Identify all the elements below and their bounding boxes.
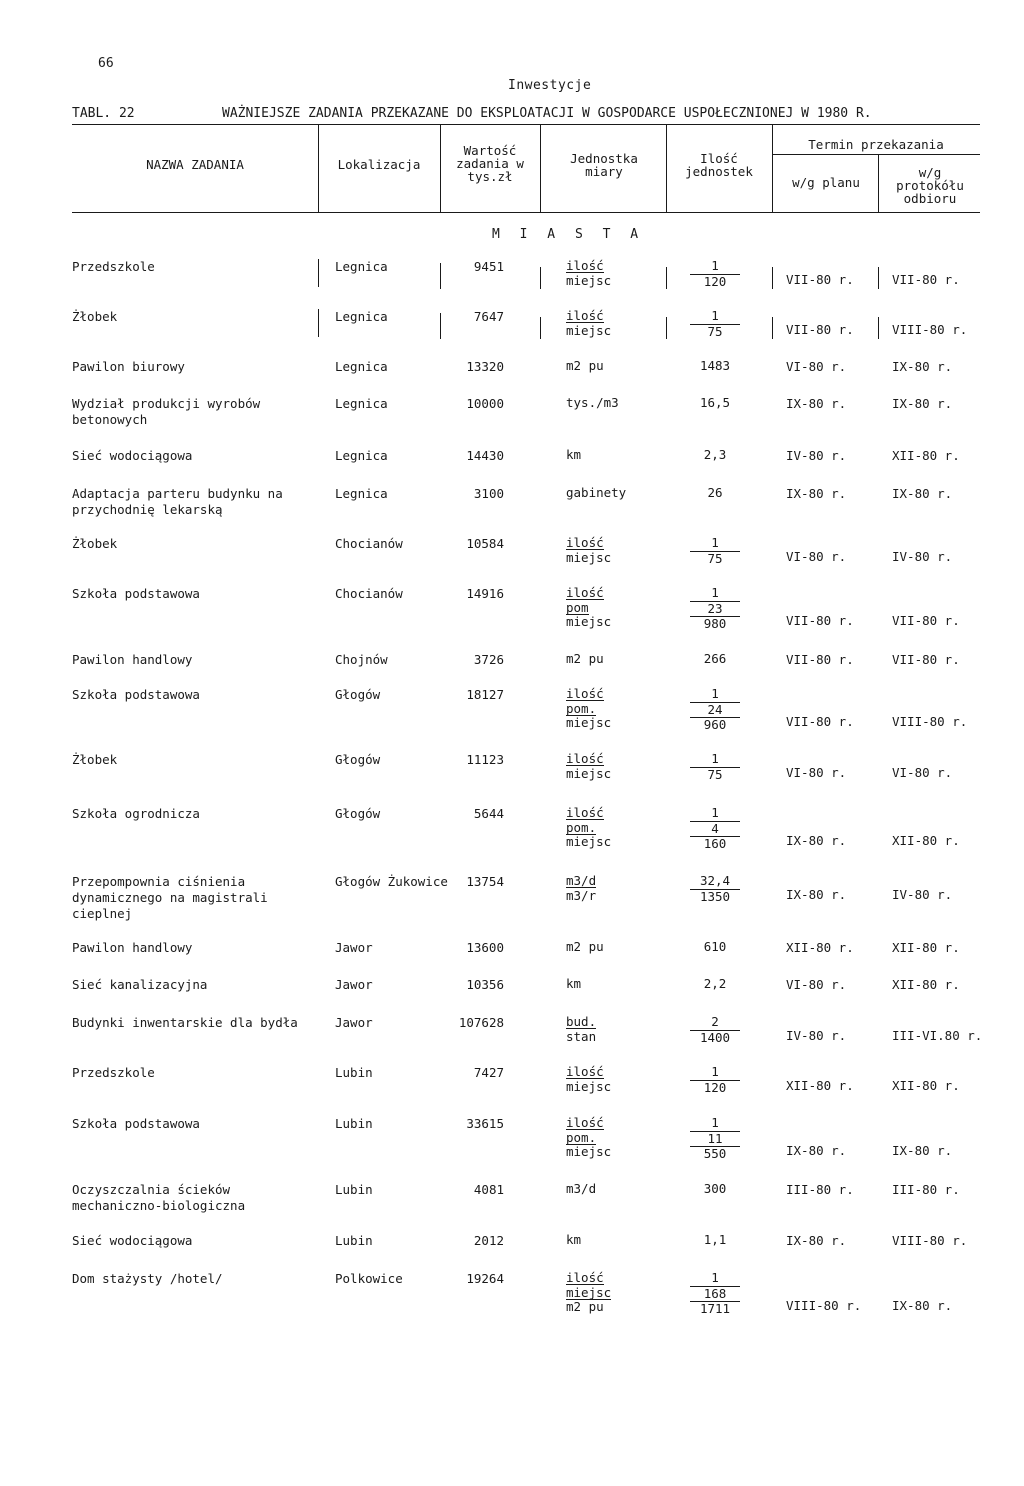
task-name: Sieć wodociągowa [72, 448, 193, 463]
task-location: Lubin [335, 1116, 373, 1131]
unit-cell [566, 1116, 676, 1160]
unit-label: ilość [566, 585, 604, 600]
task-location: Chocianów [335, 536, 403, 551]
task-name: Sieć wodociągowa [72, 1233, 193, 1248]
task-name: Pawilon handlowy [72, 652, 193, 667]
protocol-date: IX-80 r. [892, 1298, 953, 1313]
protocol-date: IX-80 r. [892, 359, 953, 374]
task-location: Głogów Żukowice [335, 874, 448, 889]
protocol-date: VIII-80 r. [892, 321, 968, 337]
task-name: Pawilon handlowy [72, 940, 193, 955]
header-bottom-rule [72, 212, 980, 213]
quantity-value: 550 [703, 1146, 727, 1161]
header-quantity: Ilość jednostek [685, 151, 753, 179]
plan-date: IX-80 r. [786, 486, 847, 501]
quantity-value: 26 [707, 485, 723, 500]
header-name: NAZWA ZADANIA [146, 157, 244, 172]
task-value: 11123 [466, 752, 504, 767]
quantity-value: 1 [690, 806, 740, 822]
task-value: 7647 [473, 309, 504, 324]
protocol-date: VIII-80 r. [892, 1233, 968, 1248]
quantity-value: 23 [690, 602, 740, 618]
quantity-cell [690, 806, 740, 852]
quantity-value: 75 [707, 323, 723, 339]
unit-label: bud. [566, 1014, 597, 1029]
unit-label: km [566, 976, 582, 991]
task-value: 107628 [458, 1015, 504, 1030]
unit-label: ilość [566, 535, 604, 550]
task-value: 13600 [466, 940, 504, 955]
task-value: 5644 [473, 806, 504, 821]
task-value: 10000 [466, 396, 504, 411]
header-plan: w/g planu [792, 175, 860, 190]
quantity-value: 1 [690, 687, 740, 703]
term-subheader-rule [772, 154, 980, 155]
header-divider-1 [318, 124, 319, 212]
protocol-date: III-VI.80 r. [892, 1027, 983, 1043]
header-unit: Jednostka miary [570, 151, 638, 179]
unit-label: km [566, 1232, 582, 1247]
unit-label: m2 pu [566, 1299, 604, 1314]
quantity-value: 300 [703, 1181, 727, 1196]
quantity-value: 2 [690, 1015, 740, 1031]
table-number: TABL. 22 [72, 106, 135, 121]
unit-cell [566, 977, 676, 992]
header-divider-2 [440, 124, 441, 212]
plan-date: VII-80 r. [786, 321, 854, 337]
task-value: 33615 [466, 1116, 504, 1131]
task-value: 13320 [466, 359, 504, 374]
protocol-date: VII-80 r. [892, 652, 960, 667]
task-name: Szkoła podstawowa [72, 687, 200, 702]
quantity-cell [690, 1271, 740, 1317]
quantity-value: 24 [690, 703, 740, 719]
column-tick [878, 267, 879, 289]
task-name: Żłobek [72, 536, 118, 551]
quantity-cell [690, 448, 740, 463]
quantity-value: 11 [690, 1132, 740, 1148]
unit-cell [566, 536, 676, 565]
protocol-date: VIII-80 r. [892, 714, 968, 729]
quantity-value: 1 [690, 752, 740, 768]
unit-label: ilość [566, 1115, 604, 1130]
quantity-value: 1 [690, 586, 740, 602]
task-location: Legnica [335, 359, 388, 374]
unit-label: ilość [566, 1064, 604, 1079]
plan-date: IV-80 r. [786, 448, 847, 463]
unit-label: stan [566, 1028, 597, 1044]
quantity-cell [690, 752, 740, 782]
task-value: 10584 [466, 536, 504, 551]
section-title: Inwestycje [508, 78, 592, 93]
plan-date: IX-80 r. [786, 886, 847, 902]
protocol-date: IV-80 r. [892, 886, 953, 902]
quantity-cell [690, 874, 740, 904]
header-divider-6 [878, 154, 879, 212]
unit-label: miejsc [566, 549, 612, 565]
quantity-value: 120 [703, 273, 727, 289]
plan-date: VI-80 r. [786, 764, 847, 780]
quantity-value: 1483 [699, 358, 731, 373]
protocol-date: XII-80 r. [892, 833, 960, 848]
unit-label: miejsc [566, 1078, 612, 1094]
task-name: Szkoła podstawowa [72, 586, 200, 601]
task-value: 2012 [473, 1233, 504, 1248]
task-location: Lubin [335, 1065, 373, 1080]
unit-label: pom. [566, 819, 597, 835]
column-tick [772, 267, 773, 289]
unit-label: pom. [566, 700, 597, 716]
task-name: Budynki inwentarskie dla bydła [72, 1015, 298, 1030]
unit-label: miejsc [566, 272, 612, 288]
unit-label: m2 pu [566, 939, 604, 954]
unit-cell [566, 806, 676, 850]
header-divider-5 [772, 124, 773, 212]
task-location: Jawor [335, 940, 373, 955]
quantity-value: 120 [703, 1079, 727, 1095]
header-top-rule [72, 124, 980, 125]
task-value: 18127 [466, 687, 504, 702]
column-tick [666, 317, 667, 339]
header-divider-4 [666, 124, 667, 212]
unit-cell [566, 259, 676, 288]
protocol-date: IX-80 r. [892, 1143, 953, 1158]
task-name: Przepompownia ciśnienia dynamicznego na magistrali cieplnej [72, 874, 268, 921]
plan-date: VII-80 r. [786, 271, 854, 287]
quantity-cell [690, 652, 740, 667]
protocol-date: XII-80 r. [892, 977, 960, 992]
quantity-cell [690, 940, 740, 955]
quantity-value: 1 [690, 1271, 740, 1287]
task-location: Legnica [335, 448, 388, 463]
plan-date: XII-80 r. [786, 940, 854, 955]
unit-label: km [566, 447, 582, 462]
plan-date: IX-80 r. [786, 396, 847, 411]
task-value: 3100 [473, 486, 504, 501]
unit-label: ilość [566, 751, 604, 766]
quantity-cell [690, 486, 740, 501]
quantity-value: 1 [690, 1065, 740, 1081]
column-tick [540, 317, 541, 339]
task-value: 4081 [473, 1182, 504, 1197]
plan-date: VII-80 r. [786, 714, 854, 729]
plan-date: XII-80 r. [786, 1077, 854, 1093]
unit-cell [566, 586, 676, 630]
quantity-cell [690, 687, 740, 733]
unit-cell [566, 1271, 676, 1315]
quantity-cell [690, 1015, 740, 1045]
unit-label: miejsc [566, 715, 612, 730]
quantity-value: 4 [690, 822, 740, 838]
task-value: 19264 [466, 1271, 504, 1286]
quantity-value: 160 [703, 836, 727, 851]
unit-label: miejsc [566, 614, 612, 629]
unit-cell [566, 652, 676, 667]
header-protocol: w/g protokółu odbioru [896, 165, 964, 206]
column-tick [318, 259, 319, 287]
unit-label: m3/d [566, 1181, 597, 1196]
task-name: Adaptacja parteru budynku na przychodnię lekarską [72, 486, 283, 517]
protocol-date: XII-80 r. [892, 1077, 960, 1093]
column-tick [540, 267, 541, 289]
quantity-value: 1 [690, 1116, 740, 1132]
unit-label: ilość [566, 1270, 604, 1285]
unit-label: m3/r [566, 887, 597, 903]
task-location: Legnica [335, 309, 388, 324]
unit-cell [566, 448, 676, 463]
quantity-value: 168 [690, 1287, 740, 1303]
unit-cell [566, 359, 676, 374]
task-value: 3726 [473, 652, 504, 667]
unit-label: miejsc [566, 765, 612, 781]
page-number: 66 [98, 56, 114, 71]
plan-date: VI-80 r. [786, 977, 847, 992]
column-tick [440, 263, 441, 289]
unit-cell [566, 940, 676, 955]
task-location: Chojnów [335, 652, 388, 667]
protocol-date: IX-80 r. [892, 486, 953, 501]
plan-date: III-80 r. [786, 1182, 854, 1197]
header-term: Termin przekazania [808, 137, 944, 152]
task-name: Przedszkole [72, 1065, 155, 1080]
task-value: 7427 [473, 1065, 504, 1080]
unit-cell [566, 396, 676, 411]
unit-label: ilość [566, 308, 604, 323]
unit-cell [566, 874, 676, 903]
quantity-cell [690, 1182, 740, 1197]
quantity-value: 1711 [699, 1301, 731, 1316]
task-value: 14916 [466, 586, 504, 601]
plan-date: VI-80 r. [786, 548, 847, 564]
unit-label: miejsc [566, 1284, 612, 1300]
task-location: Chocianów [335, 586, 403, 601]
quantity-value: 610 [703, 939, 727, 954]
column-tick [772, 317, 773, 339]
quantity-cell [690, 1065, 740, 1095]
quantity-value: 1 [690, 309, 740, 325]
unit-label: m2 pu [566, 651, 604, 666]
quantity-cell [690, 396, 740, 411]
unit-label: ilość [566, 258, 604, 273]
protocol-date: VII-80 r. [892, 271, 960, 287]
plan-date: VI-80 r. [786, 359, 847, 374]
protocol-date: IV-80 r. [892, 548, 953, 564]
plan-date: IV-80 r. [786, 1027, 847, 1043]
protocol-date: VII-80 r. [892, 613, 960, 628]
unit-cell [566, 486, 676, 501]
protocol-date: XII-80 r. [892, 940, 960, 955]
protocol-date: III-80 r. [892, 1182, 960, 1197]
header-location: Lokalizacja [337, 157, 421, 172]
unit-cell [566, 309, 676, 338]
quantity-value: 266 [703, 651, 727, 666]
task-location: Lubin [335, 1182, 373, 1197]
task-name: Przedszkole [72, 259, 155, 274]
task-name: Szkoła ogrodnicza [72, 806, 200, 821]
task-value: 9451 [473, 259, 504, 274]
group-label: M I A S T A [492, 227, 645, 242]
quantity-value: 1 [690, 259, 740, 275]
task-location: Polkowice [335, 1271, 403, 1286]
quantity-value: 960 [703, 717, 727, 732]
unit-label: ilość [566, 805, 604, 820]
unit-cell [566, 1182, 676, 1197]
plan-date: VII-80 r. [786, 613, 854, 628]
column-tick [666, 267, 667, 289]
unit-label: miejsc [566, 834, 612, 849]
unit-label: tys./m3 [566, 395, 619, 410]
quantity-value: 75 [707, 766, 723, 782]
plan-date: IX-80 r. [786, 833, 847, 848]
quantity-value: 1,1 [703, 1232, 727, 1247]
task-name: Sieć kanalizacyjna [72, 977, 208, 992]
unit-cell [566, 687, 676, 731]
task-name: Pawilon biurowy [72, 359, 185, 374]
header-value: Wartość zadania w tys.zł [456, 143, 524, 184]
quantity-cell [690, 259, 740, 289]
task-name: Oczyszczalnia ścieków mechaniczno-biologiczna [72, 1182, 246, 1213]
task-location: Głogów [335, 687, 381, 702]
task-name: Żłobek [72, 752, 118, 767]
unit-cell [566, 1065, 676, 1094]
protocol-date: XII-80 r. [892, 448, 960, 463]
quantity-value: 2,2 [703, 976, 727, 991]
quantity-value: 1 [690, 536, 740, 552]
unit-label: pom [566, 599, 589, 615]
quantity-value: 16,5 [699, 395, 731, 410]
quantity-cell [690, 1233, 740, 1248]
unit-label: m2 pu [566, 358, 604, 373]
task-location: Głogów [335, 806, 381, 821]
table-title: WAŻNIEJSZE ZADANIA PRZEKAZANE DO EKSPLOATACJI W GOSPODARCE USPOŁECZNIONEJ W 1980 R. [222, 106, 872, 121]
task-value: 13754 [466, 874, 504, 889]
quantity-value: 2,3 [703, 447, 727, 462]
plan-date: IX-80 r. [786, 1233, 847, 1248]
unit-cell [566, 752, 676, 781]
quantity-cell [690, 1116, 740, 1162]
quantity-cell [690, 586, 740, 632]
unit-label: gabinety [566, 485, 627, 500]
quantity-cell [690, 359, 740, 374]
task-value: 14430 [466, 448, 504, 463]
unit-label: miejsc [566, 1144, 612, 1159]
protocol-date: IX-80 r. [892, 396, 953, 411]
unit-label: m3/d [566, 873, 597, 888]
task-location: Jawor [335, 1015, 373, 1030]
unit-label: ilość [566, 686, 604, 701]
task-value: 10356 [466, 977, 504, 992]
column-tick [878, 317, 879, 339]
quantity-value: 980 [703, 616, 727, 631]
task-location: Legnica [335, 396, 388, 411]
plan-date: VII-80 r. [786, 652, 854, 667]
protocol-date: VI-80 r. [892, 764, 953, 780]
column-tick [318, 309, 319, 337]
task-location: Głogów [335, 752, 381, 767]
task-name: Żłobek [72, 309, 118, 324]
task-location: Legnica [335, 259, 388, 274]
quantity-cell [690, 977, 740, 992]
column-tick [440, 313, 441, 339]
plan-date: IX-80 r. [786, 1143, 847, 1158]
quantity-value: 1400 [699, 1029, 731, 1045]
header-divider-3 [540, 124, 541, 212]
unit-cell [566, 1233, 676, 1248]
task-name: Wydział produkcji wyrobów betonowych [72, 396, 261, 427]
quantity-cell [690, 309, 740, 339]
task-location: Legnica [335, 486, 388, 501]
task-name: Dom stażysty /hotel/ [72, 1271, 223, 1286]
task-location: Jawor [335, 977, 373, 992]
quantity-value: 75 [707, 550, 723, 566]
quantity-value: 32,4 [690, 874, 740, 890]
task-name: Szkoła podstawowa [72, 1116, 200, 1131]
quantity-value: 1350 [699, 888, 731, 904]
unit-label: miejsc [566, 322, 612, 338]
quantity-cell [690, 536, 740, 566]
unit-cell [566, 1015, 676, 1044]
unit-label: pom. [566, 1129, 597, 1145]
task-location: Lubin [335, 1233, 373, 1248]
plan-date: VIII-80 r. [786, 1298, 862, 1313]
